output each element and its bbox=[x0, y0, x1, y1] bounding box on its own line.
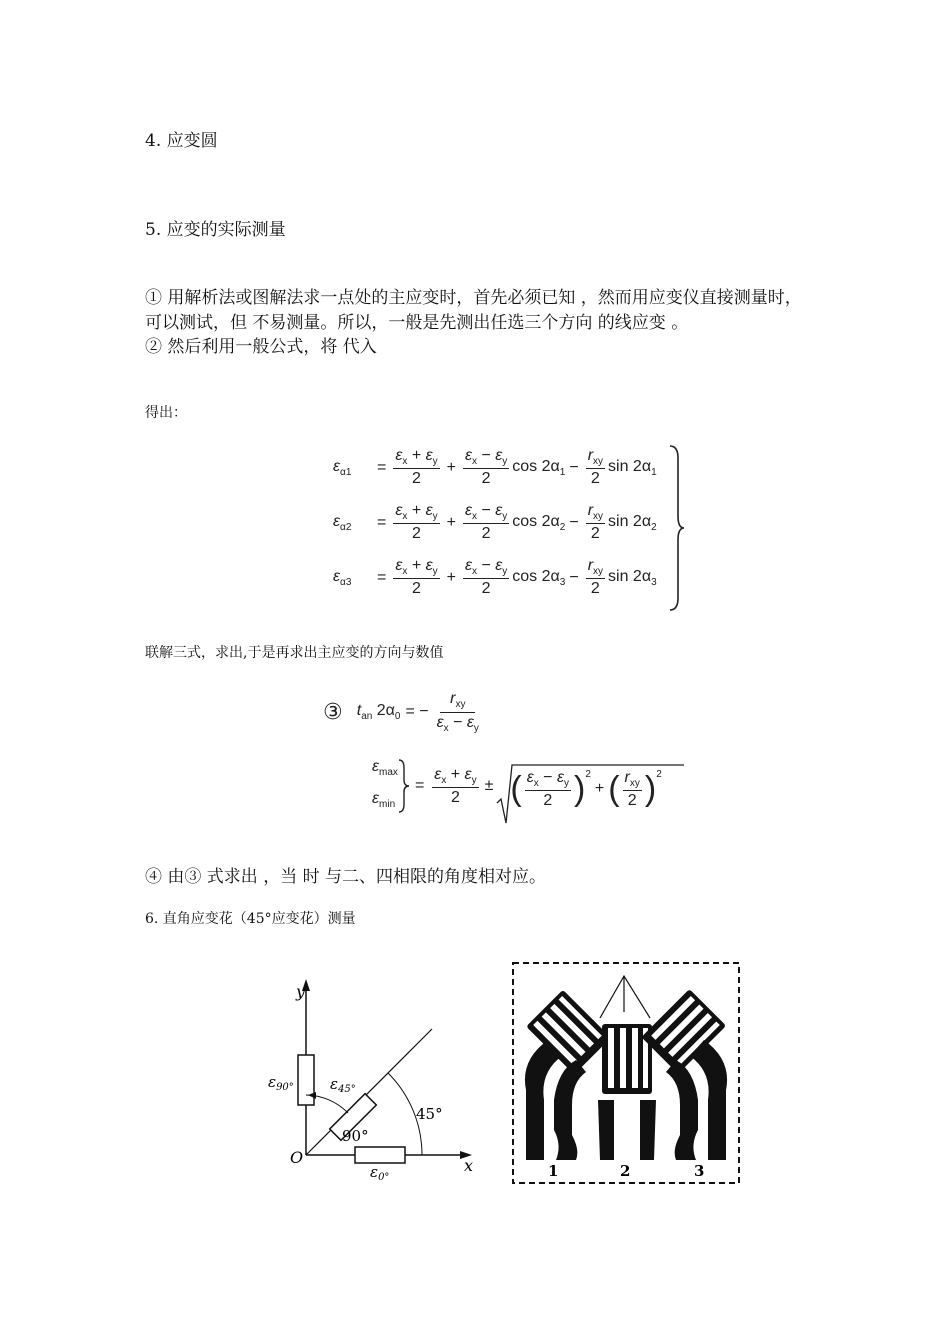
angle-90-label: 90° bbox=[342, 1127, 369, 1145]
section-heading-strain-circle: 4. 应变圆 bbox=[145, 131, 218, 151]
paragraph-4: ④ 由③ 式求出 ，当 时 与二、四相限的角度相对应。 bbox=[145, 867, 547, 887]
gauge-90 bbox=[298, 1055, 314, 1105]
paragraph-2: ② 然后利用一般公式，将 代入 bbox=[145, 337, 377, 357]
gauge-0 bbox=[355, 1147, 405, 1163]
diagonal-line bbox=[306, 1029, 432, 1155]
rosette-label-1: 1 bbox=[548, 1162, 559, 1180]
section-heading-strain-measurement: 5. 应变的实际测量 bbox=[145, 220, 286, 240]
small-brace bbox=[398, 758, 410, 814]
sqrt-sign bbox=[496, 763, 686, 825]
equation-row-1: $\varepsilon_{\alpha 1}$ = $\frac{\varepsilon_x + \varepsilon_y}{2}$ + $\frac{\varepsilon_x - \varepsilon_y}{2}$ $\cos 2\alpha_1$ − $\frac{r_{xy}}{2}$ $\sin 2\alpha_1$ bbox=[333, 447, 657, 488]
epsilon-0-label: $\varepsilon_{0^\circ}$ bbox=[370, 1163, 390, 1183]
origin-label: O bbox=[290, 1148, 304, 1167]
angle-45-label: 45° bbox=[416, 1105, 443, 1123]
paragraph-1-line-2: 可以测试，但 不易测量。所以，一般是先测出任选三个方向 的线应变 。 bbox=[145, 313, 689, 333]
principal-strain-formula: $\varepsilon_{max}$ $\varepsilon_{min}$ = $\frac{\varepsilon_x + \varepsilon_y}{2}$ ± ( $\frac{\varepsilon_x - \varepsilon_y}{2}$ ) $^2$ + ( $\frac{r_{xy}}{2}$ ) $^2$ bbox=[372, 754, 662, 818]
right-brace bbox=[668, 444, 686, 612]
x-label: x bbox=[464, 1156, 474, 1175]
strain-rosette-drawing bbox=[510, 960, 742, 1186]
epsilon-90-label: $\varepsilon_{90^\circ}$ bbox=[268, 1073, 294, 1093]
epsilon-45-label: $\varepsilon_{45^\circ}$ bbox=[330, 1075, 356, 1095]
paragraph-1-line-1: ① 用解析法或图解法求一点处的主应变时，首先必须已知 ，然而用应变仪直接测量时， bbox=[145, 288, 802, 308]
rosette-label-3: 3 bbox=[694, 1162, 705, 1180]
y-label: y bbox=[296, 982, 306, 1001]
principal-direction-formula: ③ $t_{an}$ $2\alpha_0$ = − $\frac{r_{xy}}{\varepsilon_x - \varepsilon_y}$ bbox=[323, 690, 479, 735]
rosette-axis-diagram bbox=[260, 975, 490, 1185]
equation-row-3: $\varepsilon_{\alpha 3}$ = $\frac{\varepsilon_x + \varepsilon_y}{2}$ + $\frac{\varepsilon_x - \varepsilon_y}{2}$ $\cos 2\alpha_3$ − $\frac{r_{xy}}{2}$ $\sin 2\alpha_3$ bbox=[333, 557, 657, 598]
equation-row-2: $\varepsilon_{\alpha 2}$ = $\frac{\varepsilon_x + \varepsilon_y}{2}$ + $\frac{\varepsilon_x - \varepsilon_y}{2}$ $\cos 2\alpha_2$ − $\frac{r_{xy}}{2}$ $\sin 2\alpha_2$ bbox=[333, 502, 657, 543]
section-heading-rosette: 6. 直角应变花（45°应变花）测量 bbox=[145, 911, 356, 927]
derive-label: 得出： bbox=[145, 405, 187, 421]
solve-label: 联解三式，求出,于是再求出主应变的方向与数值 bbox=[145, 645, 444, 661]
rosette-label-2: 2 bbox=[620, 1162, 631, 1180]
